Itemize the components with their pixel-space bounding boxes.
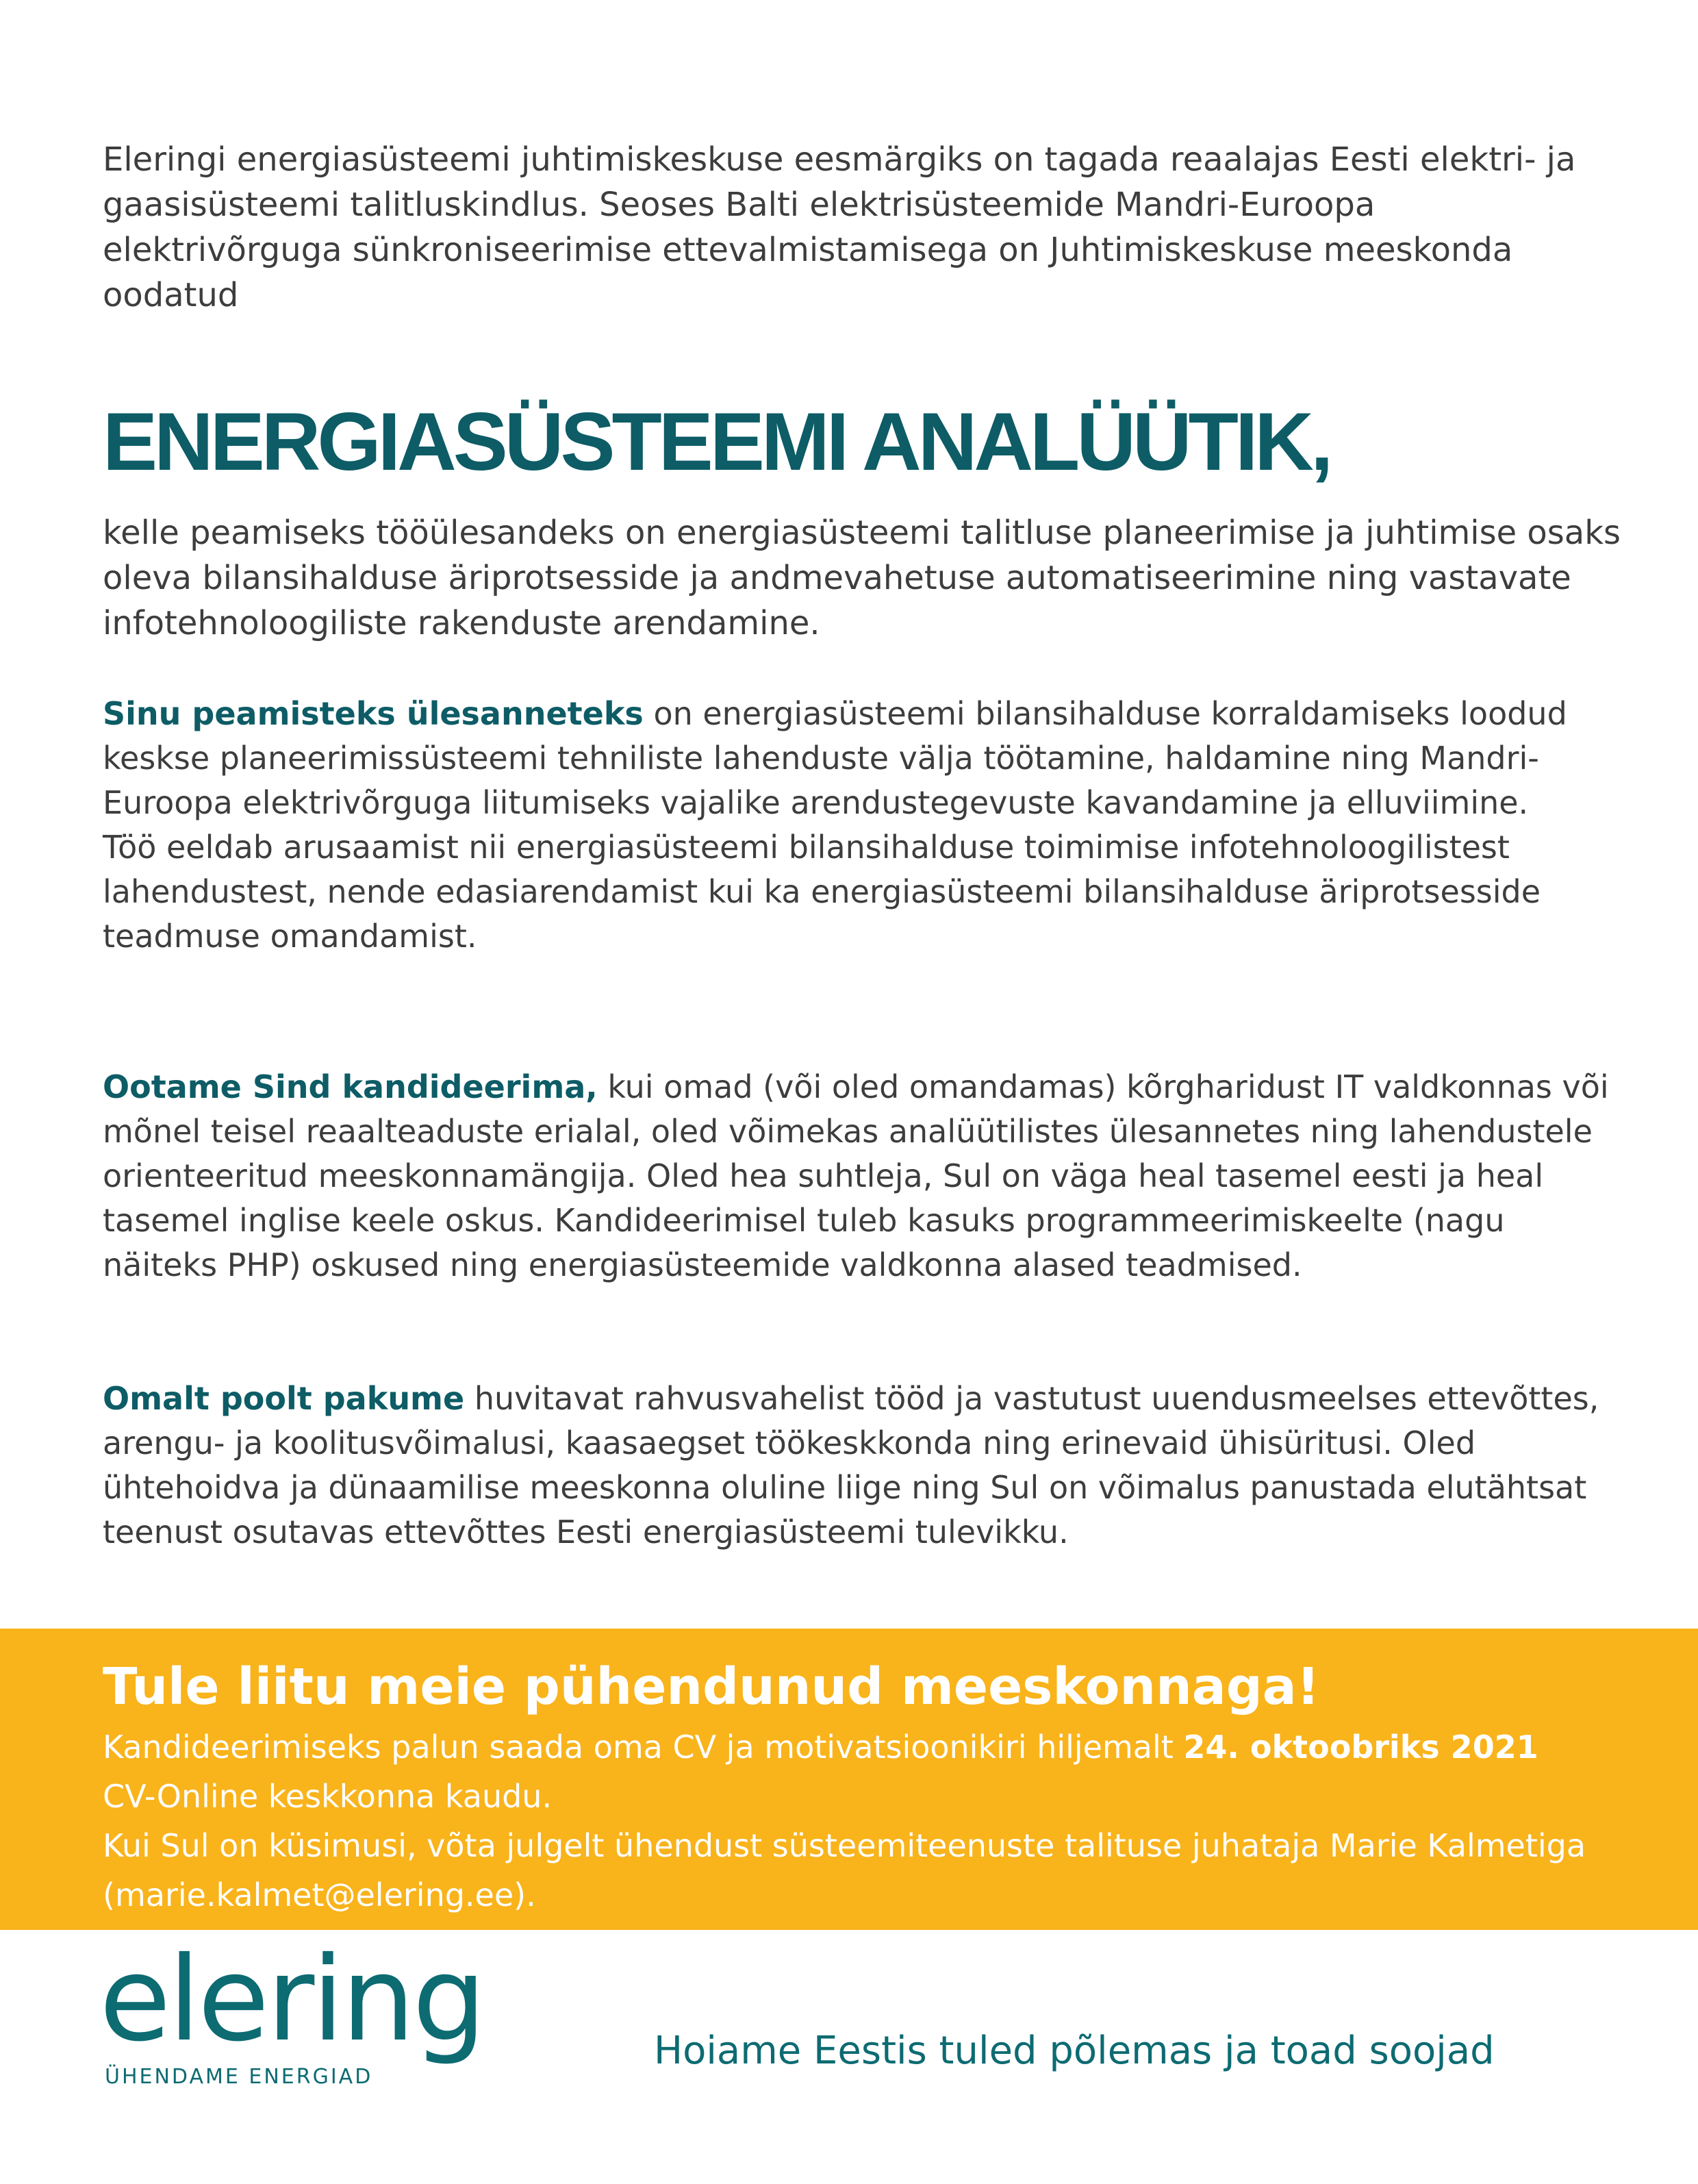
requirements-text: kui omad (või oled omandamas) kõrgharidust IT valdkonnas või mõnel teisel reaalteaduste erialal, oled võimekas analüütilistes ülesannetes ning lahendustele orienteeritud meeskonnamängija. Oled hea suhtleja, Sul on väga heal tasemel eesti ja heal tasemel inglise keele oskus. Kandideerimisel tuleb kasuks programmeerimiskeelte (nagu näiteks PHP) oskused ning energiasüsteemide valdkonna alased teadmised. xyxy=(103,1068,1609,1283)
offer-text: huvitavat rahvusvahelist tööd ja vastutust uuendusmeelses ettevõttes, arengu- ja koolitusvõimalusi, kaasaegset töökeskkonda ning erinevaid ühisüritusi. Oled ühtehoidva ja dünaamilise meeskonna oluline liige ning Sul on võimalus panustada elutähtsat teenust osutavas ettevõttes Eesti energiasüsteemi tulevikku. xyxy=(103,1380,1599,1551)
tasks-heading: Sinu peamisteks ülesanneteks xyxy=(103,695,644,732)
apply-text: Kandideerimiseks palun saada oma CV ja motivatsioonikiri hiljemalt xyxy=(103,1729,1184,1766)
contact-info: Kui Sul on küsimusi, võta julgelt ühendust süsteemiteenuste talituse juhataja Marie Kalmetiga (marie.kalmet@elering.ee). xyxy=(103,1827,1586,1913)
banner-title: Tule liitu meie pühendunud meeskonnaga! xyxy=(103,1657,1320,1716)
lead-paragraph: Eleringi energiasüsteemi juhtimiskeskuse eesmärgiks on tagada reaalajas Eesti elektri- ja gaasisüsteemi talitluskindlus. Seoses Balti elektrisüsteemide Mandri-Euroopa elektrivõrguga sünkroniseerimise ettevalmistamisega on Juhtimiskeskuse meeskonda oodatud xyxy=(103,140,1576,314)
offer-section xyxy=(103,1377,1623,1555)
banner-application-info xyxy=(103,1722,1643,1920)
tasks-extra-text: Töö eeldab arusaamist nii energiasüsteemi bilansihalduse toimimise infotehnoloogilistest lahendustest, nende edasiarendamist kui ka energiasüsteemi bilansihalduse äriprotsesside teadmuse omandamist. xyxy=(103,829,1541,955)
logo-tagline: ÜHENDAME ENERGIAD xyxy=(105,2065,373,2089)
requirements-section xyxy=(103,1065,1623,1288)
company-slogan: Hoiame Eestis tuled põlemas ja toad soojad xyxy=(654,2029,1495,2073)
requirements-heading: Ootame Sind kandideerima, xyxy=(103,1068,598,1105)
intro-paragraph: kelle peamiseks tööülesandeks on energiasüsteemi talitluse planeerimise ja juhtimise osaks oleva bilansihalduse äriprotsesside ja andmevahetuse automatiseerimine ning vastavate infotehnoloogiliste rakenduste arendamine. xyxy=(103,514,1621,642)
tasks-text: on energiasüsteemi bilansihalduse korraldamiseks loodud keskse planeerimissüsteemi tehniliste lahenduste välja töötamine, haldamine ning Mandri-Euroopa elektrivõrguga liitumiseks vajalike arendustegevuste kavandamine ja elluviimine. xyxy=(103,695,1567,821)
application-channel: CV-Online keskkonna kaudu. xyxy=(103,1778,553,1815)
elering-logo xyxy=(99,1932,510,2089)
offer-heading: Omalt poolt pakume xyxy=(103,1380,465,1417)
call-to-action-banner xyxy=(0,1629,1698,1930)
job-title: ENERGIASÜSTEEMI ANALÜÜTIK, xyxy=(103,396,1330,488)
logo-wordmark: elering xyxy=(99,1932,484,2068)
tasks-section xyxy=(103,692,1623,959)
application-deadline: 24. oktoobriks 2021 xyxy=(1183,1729,1538,1766)
